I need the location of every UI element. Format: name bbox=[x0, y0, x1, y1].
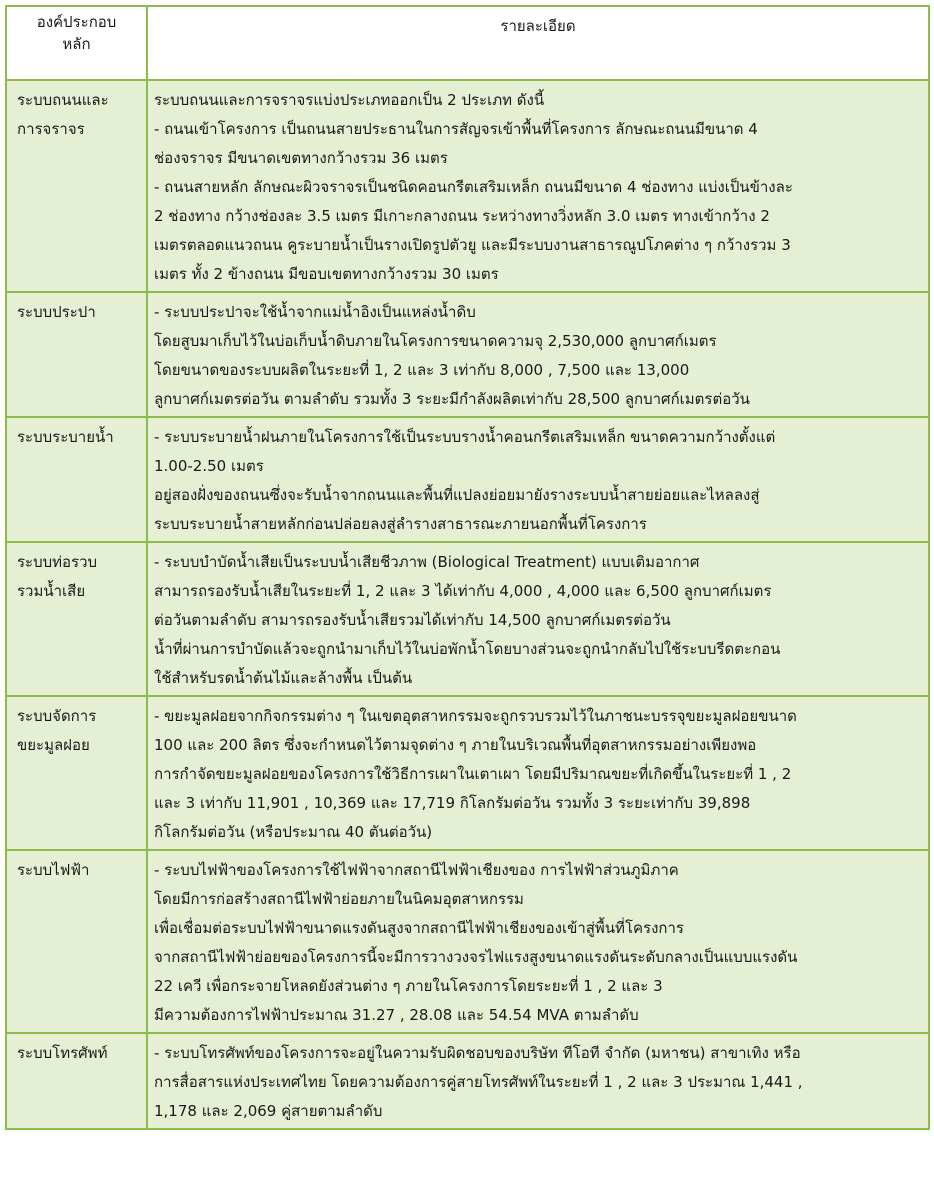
component-label bbox=[6, 292, 147, 417]
detail-line: 2 ช่องทาง กว้างช่องละ 3.5 เมตร มีเกาะกลางถนน ระหว่างทางวิ่งหลัก 3.0 เมตร ทางเข้ากว้าง 2 bbox=[154, 207, 770, 225]
header-component-line-1: องค์ประกอบ bbox=[36, 13, 117, 31]
detail-line: ลูกบาศก์เมตรต่อวัน ตามลำดับ รวมทั้ง 3 ระยะมีกำลังผลิตเท่ากับ 28,500 ลูกบาศก์เมตรต่อวัน bbox=[154, 390, 750, 408]
detail-line: เมตร ทั้ง 2 ข้างถนน มีขอบเขตทางกว้างรวม 30 เมตร bbox=[154, 265, 499, 283]
detail-line: การสื่อสารแห่งประเทศไทย โดยความต้องการคู่สายโทรศัพท์ในระยะที่ 1 , 2 และ 3 ประมาณ 1,441 , bbox=[154, 1073, 803, 1091]
component-label-line: ระบบจัดการ bbox=[17, 707, 97, 725]
detail-line: 22 เควี เพื่อกระจายโหลดยังส่วนต่าง ๆ ภายในโครงการโดยระยะที่ 1 , 2 และ 3 bbox=[154, 977, 663, 995]
table-body bbox=[6, 6, 929, 1129]
table-header-row bbox=[6, 6, 929, 80]
component-label-line: ระบบถนนและ bbox=[17, 91, 109, 109]
detail-line: การกำจัดขยะมูลฝอยของโครงการใช้วิธีการเผาในเตาเผา โดยมีปริมาณขยะที่เกิดขึ้นในระยะที่ 1 , 2 bbox=[154, 765, 792, 783]
component-detail bbox=[147, 542, 929, 696]
table-row bbox=[6, 417, 929, 542]
component-detail bbox=[147, 1033, 929, 1129]
detail-line: น้ำที่ผ่านการบำบัดแล้วจะถูกนำมาเก็บไว้ในบ่อพักน้ำโดยบางส่วนจะถูกนำกลับไปใช้ระบบรีดตะกอน bbox=[154, 640, 781, 658]
detail-line: - ถนนเข้าโครงการ เป็นถนนสายประธานในการสัญจรเข้าพื้นที่โครงการ ลักษณะถนนมีขนาด 4 bbox=[154, 120, 758, 138]
detail-line: - ระบบประปาจะใช้น้ำจากแม่น้ำอิงเป็นแหล่งน้ำดิบ bbox=[154, 303, 476, 321]
detail-line: - ระบบบำบัดน้ำเสียเป็นระบบน้ำเสียชีวภาพ (Biological Treatment) แบบเติมอากาศ bbox=[154, 553, 700, 571]
detail-line: - ระบบโทรศัพท์ของโครงการจะอยู่ในความรับผิดชอบของบริษัท ทีโอที จำกัด (มหาชน) สาขาเทิง หรือ bbox=[154, 1044, 801, 1062]
detail-line: 1.00-2.50 เมตร bbox=[154, 457, 264, 475]
component-label-line: รวมน้ำเสีย bbox=[17, 582, 86, 600]
detail-line: ช่องจราจร มีขนาดเขตทางกว้างรวม 36 เมตร bbox=[154, 149, 448, 167]
detail-line: - ถนนสายหลัก ลักษณะผิวจราจรเป็นชนิดคอนกรีตเสริมเหล็ก ถนนมีขนาด 4 ช่องทาง แบ่งเป็นข้างละ bbox=[154, 178, 793, 196]
component-label-line: ระบบโทรศัพท์ bbox=[17, 1044, 108, 1062]
detail-line: - ขยะมูลฝอยจากกิจกรรมต่าง ๆ ในเขตอุตสาหกรรมจะถูกรวบรวมไว้ในภาชนะบรรจุขยะมูลฝอยขนาด bbox=[154, 707, 797, 725]
detail-line: - ระบบไฟฟ้าของโครงการใช้ไฟฟ้าจากสถานีไฟฟ้าเชียงของ การไฟฟ้าส่วนภูมิภาค bbox=[154, 861, 679, 879]
detail-line: โดยสูบมาเก็บไว้ในบ่อเก็บน้ำดิบภายในโครงการขนาดความจุ 2,530,000 ลูกบาศก์เมตร bbox=[154, 332, 717, 350]
detail-line: โดยขนาดของระบบผลิตในระยะที่ 1, 2 และ 3 เท่ากับ 8,000 , 7,500 และ 13,000 bbox=[154, 361, 690, 379]
header-component bbox=[6, 6, 147, 80]
infrastructure-table bbox=[5, 5, 930, 1130]
detail-line: - ระบบระบายน้ำฝนภายในโครงการใช้เป็นระบบรางน้ำคอนกรีตเสริมเหล็ก ขนาดความกว้างตั้งแต่ bbox=[154, 428, 776, 446]
table-row bbox=[6, 292, 929, 417]
component-detail bbox=[147, 417, 929, 542]
component-label bbox=[6, 850, 147, 1033]
detail-line: กิโลกรัมต่อวัน (หรือประมาณ 40 ตันต่อวัน) bbox=[154, 823, 433, 841]
detail-line: ระบบระบายน้ำสายหลักก่อนปล่อยลงสู่ลำรางสาธารณะภายนอกพื้นที่โครงการ bbox=[154, 515, 647, 533]
component-label bbox=[6, 80, 147, 292]
component-label-line: ขยะมูลฝอย bbox=[17, 736, 90, 754]
detail-line: โดยมีการก่อสร้างสถานีไฟฟ้าย่อยภายในนิคมอุตสาหกรรม bbox=[154, 890, 524, 908]
table-row bbox=[6, 850, 929, 1033]
component-label bbox=[6, 417, 147, 542]
detail-line: และ 3 เท่ากับ 11,901 , 10,369 และ 17,719 กิโลกรัมต่อวัน รวมทั้ง 3 ระยะเท่ากับ 39,898 bbox=[154, 794, 751, 812]
component-label bbox=[6, 696, 147, 850]
detail-line: 1,178 และ 2,069 คู่สายตามลำดับ bbox=[154, 1102, 383, 1120]
component-detail bbox=[147, 696, 929, 850]
component-label bbox=[6, 1033, 147, 1129]
component-detail bbox=[147, 292, 929, 417]
detail-line: อยู่สองฝั่งของถนนซึ่งจะรับน้ำจากถนนและพื้นที่แปลงย่อยมายังรางระบบน้ำสายย่อยและไหลลงสู่ bbox=[154, 486, 760, 504]
table-row bbox=[6, 1033, 929, 1129]
detail-line: ใช้สำหรับรดน้ำต้นไม้และล้างพื้น เป็นต้น bbox=[154, 669, 413, 687]
component-label-line: ระบบประปา bbox=[17, 303, 96, 321]
header-detail: รายละเอียด bbox=[147, 6, 929, 80]
component-detail bbox=[147, 850, 929, 1033]
detail-line: เมตรตลอดแนวถนน คูระบายน้ำเป็นรางเปิดรูปตัวยู และมีระบบงานสาธารณูปโภคต่าง ๆ กว้างรวม 3 bbox=[154, 236, 791, 254]
component-label-line: ระบบระบายน้ำ bbox=[17, 428, 114, 446]
component-label-line: การจราจร bbox=[17, 120, 85, 138]
detail-line: เพื่อเชื่อมต่อระบบไฟฟ้าขนาดแรงดันสูงจากสถานีไฟฟ้าเชียงของเข้าสู่พื้นที่โครงการ bbox=[154, 919, 684, 937]
detail-line: 100 และ 200 ลิตร ซึ่งจะกำหนดไว้ตามจุดต่าง ๆ ภายในบริเวณพื้นที่อุตสาหกรรมอย่างเพียงพอ bbox=[154, 736, 757, 754]
component-label bbox=[6, 542, 147, 696]
detail-line: สามารถรองรับน้ำเสียในระยะที่ 1, 2 และ 3 ได้เท่ากับ 4,000 , 4,000 และ 6,500 ลูกบาศก์เมตร bbox=[154, 582, 772, 600]
header-component-line-2: หลัก bbox=[62, 35, 91, 53]
detail-line: ต่อวันตามลำดับ สามารถรองรับน้ำเสียรวมได้เท่ากับ 14,500 ลูกบาศก์เมตรต่อวัน bbox=[154, 611, 671, 629]
table-row bbox=[6, 80, 929, 292]
component-label-line: ระบบท่อรวบ bbox=[17, 553, 98, 571]
table-row bbox=[6, 542, 929, 696]
detail-line: จากสถานีไฟฟ้าย่อยของโครงการนี้จะมีการวางวงจรไฟแรงสูงขนาดแรงดันระดับกลางเป็นแบบแรงดัน bbox=[154, 948, 798, 966]
detail-line: มีความต้องการไฟฟ้าประมาณ 31.27 , 28.08 และ 54.54 MVA ตามลำดับ bbox=[154, 1006, 639, 1024]
component-label-line: ระบบไฟฟ้า bbox=[17, 861, 90, 879]
component-detail bbox=[147, 80, 929, 292]
table-row bbox=[6, 696, 929, 850]
detail-line: ระบบถนนและการจราจรแบ่งประเภทออกเป็น 2 ประเภท ดังนี้ bbox=[154, 91, 545, 109]
